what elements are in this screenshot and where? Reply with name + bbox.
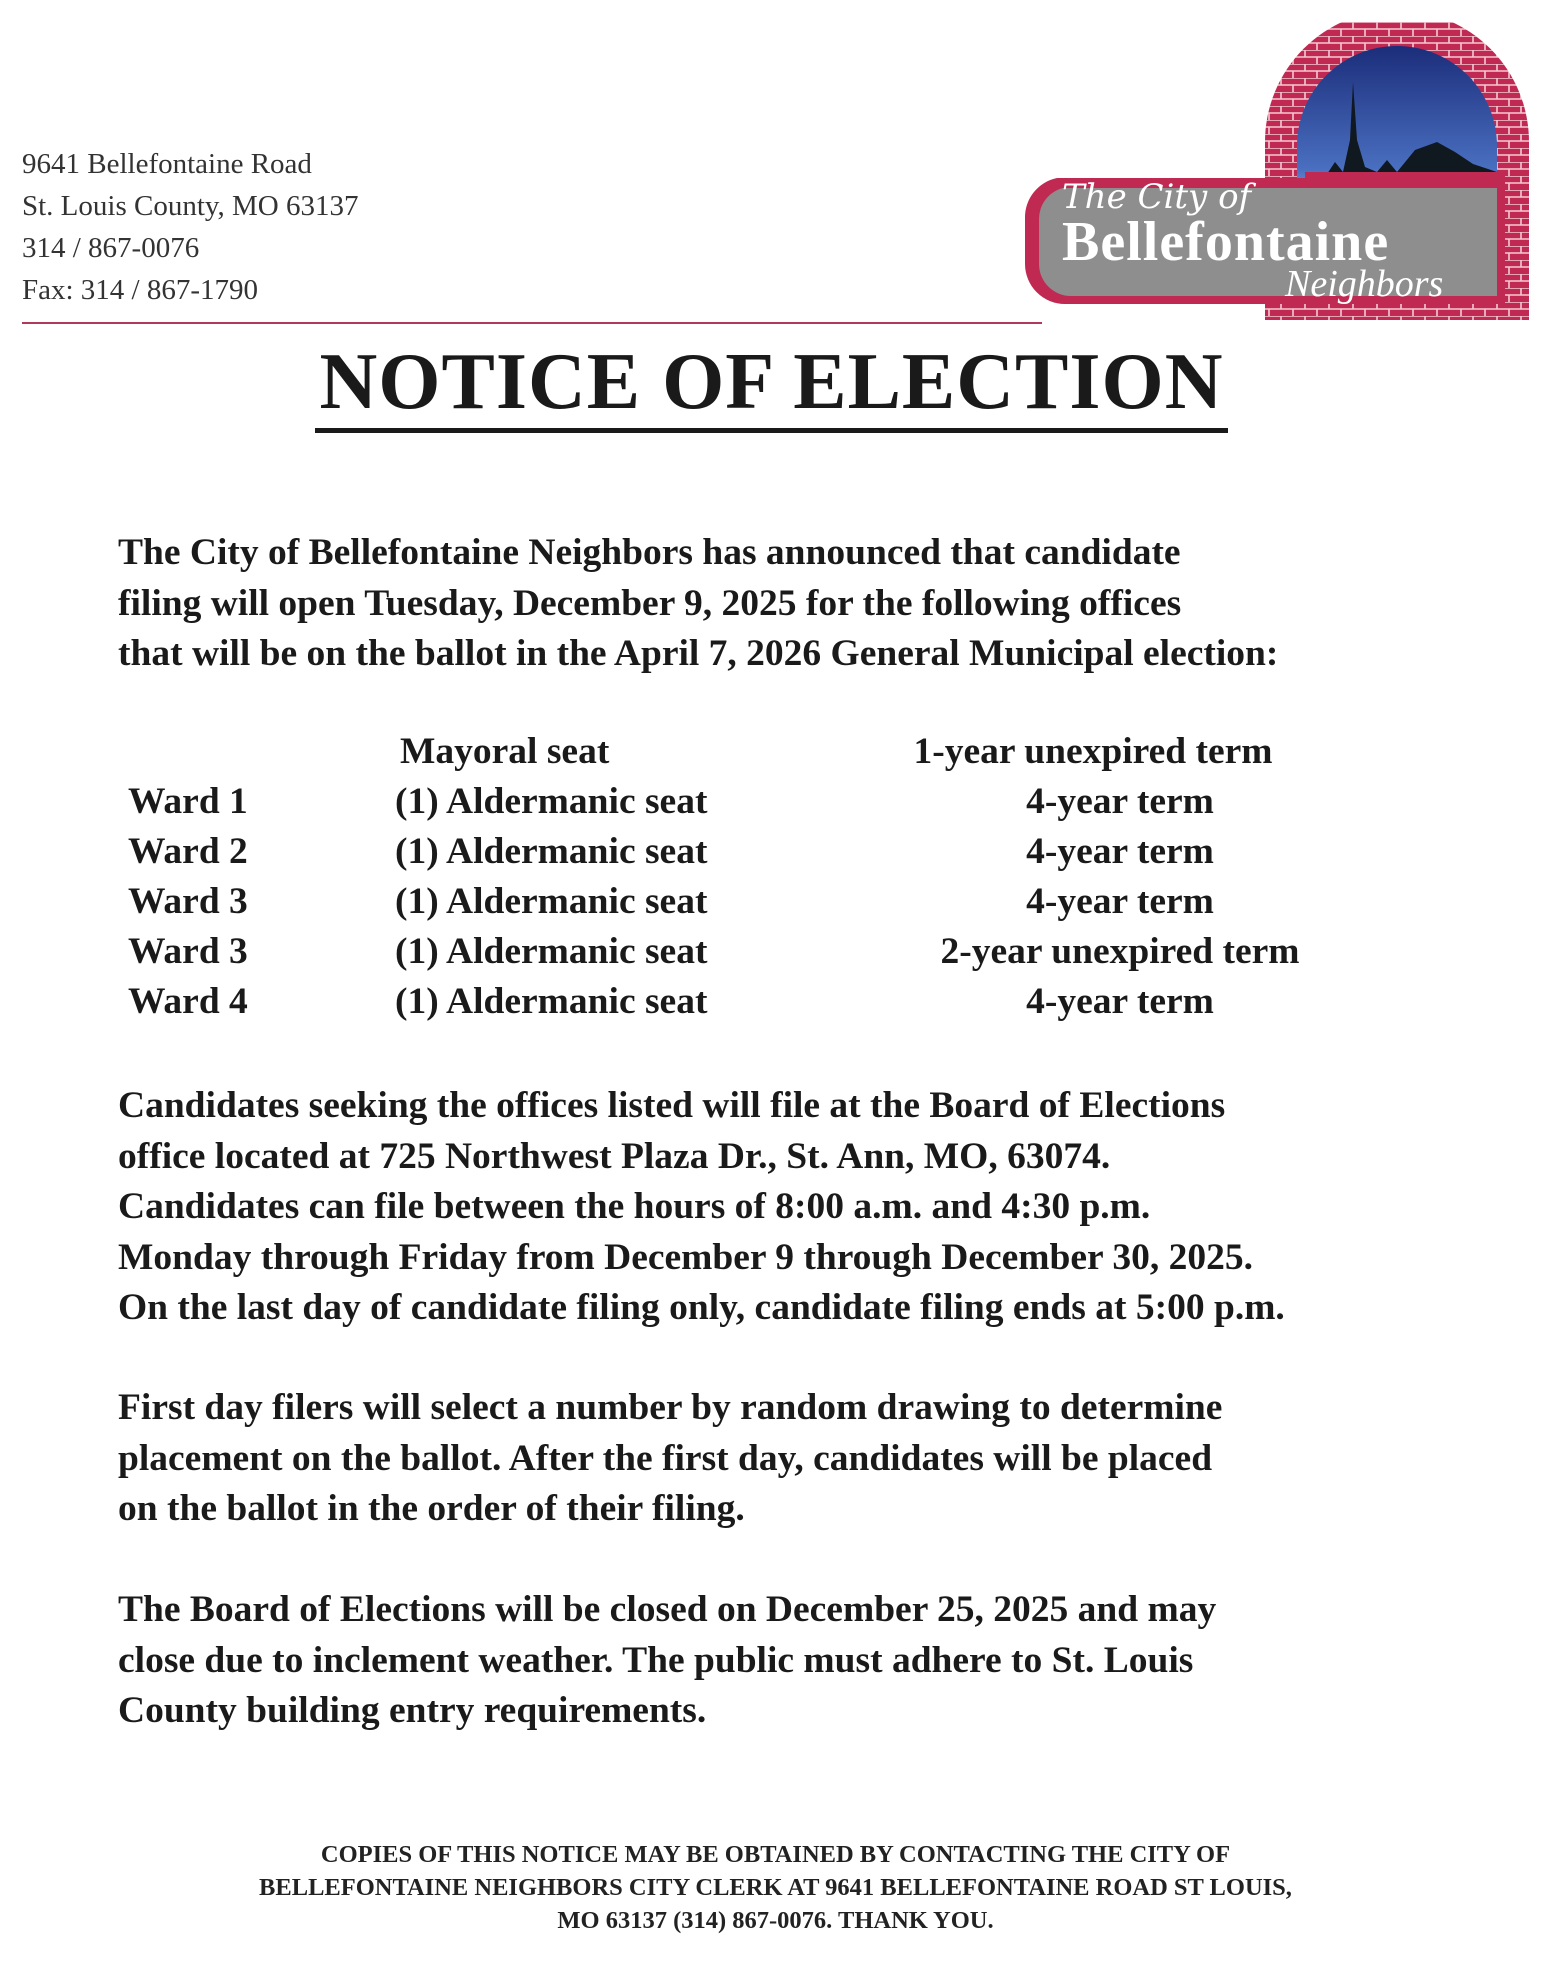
office-seat: (1) Aldermanic seat: [395, 781, 708, 822]
drawing-paragraph: [118, 1383, 1498, 1535]
office-term: 1-year unexpired term: [913, 731, 1273, 772]
footer-notice: [0, 1838, 1551, 1937]
footer-line: COPIES OF THIS NOTICE MAY BE OBTAINED BY CONTACTING THE CITY OF: [320, 1841, 1231, 1868]
filing-line: Monday through Friday from December 9 through December 30, 2025.: [118, 1236, 1253, 1278]
address-phone: 314 / 867-0076: [22, 232, 200, 264]
drawing-line: placement on the ballot. After the first day, candidates will be placed: [118, 1437, 1213, 1479]
closure-line: close due to inclement weather. The public must adhere to St. Louis: [118, 1639, 1194, 1681]
filing-line: office located at 725 Northwest Plaza Dr., St. Ann, MO, 63074.: [118, 1135, 1111, 1177]
intro-line: filing will open Tuesday, December 9, 2025 for the following offices: [118, 582, 1182, 624]
address-street: 9641 Bellefontaine Road: [22, 148, 312, 180]
footer-line: MO 63137 (314) 867-0076. THANK YOU.: [557, 1907, 994, 1934]
logo-text-bellefontaine: Bellefontaine: [1062, 211, 1390, 273]
office-seat: (1) Aldermanic seat: [395, 981, 708, 1022]
closure-line: The Board of Elections will be closed on December 25, 2025 and may: [118, 1589, 1217, 1630]
address-city: St. Louis County, MO 63137: [22, 190, 359, 222]
office-row: [0, 730, 1551, 780]
address-block: [22, 143, 359, 311]
header-divider: [22, 322, 1042, 324]
filing-paragraph: [118, 1081, 1498, 1334]
office-seat: (1) Aldermanic seat: [395, 881, 708, 922]
office-ward: Ward 2: [128, 831, 248, 872]
office-seat: Mayoral seat: [400, 731, 610, 772]
filing-line: Candidates seeking the offices listed will file at the Board of Elections: [118, 1085, 1226, 1126]
page-title-text: NOTICE OF ELECTION: [315, 338, 1227, 433]
office-ward: Ward 3: [128, 931, 248, 972]
office-row: [0, 780, 1551, 830]
drawing-line: on the ballot in the order of their filing.: [118, 1488, 745, 1529]
drawing-line: First day filers will select a number by random drawing to determine: [118, 1387, 1223, 1428]
filing-line: Candidates can file between the hours of 8:00 a.m. and 4:30 p.m.: [118, 1186, 1151, 1227]
office-term: 4-year term: [1026, 881, 1214, 922]
intro-line: The City of Bellefontaine Neighbors has announced that candidate: [118, 532, 1181, 573]
office-term: 2-year unexpired term: [940, 931, 1300, 972]
city-logo: [1005, 22, 1530, 322]
office-ward: Ward 4: [128, 981, 248, 1022]
office-row: [0, 830, 1551, 880]
closure-paragraph: [118, 1585, 1498, 1737]
address-fax: Fax: 314 / 867-1790: [22, 274, 259, 306]
footer-line: BELLEFONTAINE NEIGHBORS CITY CLERK AT 9641 BELLEFONTAINE ROAD ST LOUIS,: [259, 1874, 1292, 1901]
intro-paragraph: [118, 528, 1498, 680]
logo-text-the-city-of: The City of: [1062, 177, 1252, 217]
office-term: 4-year term: [1026, 781, 1214, 822]
page-title: [0, 338, 1551, 433]
office-seat: (1) Aldermanic seat: [395, 931, 708, 972]
intro-line: that will be on the ballot in the April 7, 2026 General Municipal election:: [118, 633, 1279, 674]
office-ward: Ward 1: [128, 781, 248, 822]
office-row: [0, 880, 1551, 930]
office-ward: Ward 3: [128, 881, 248, 922]
office-term: 4-year term: [1026, 981, 1214, 1022]
office-row: [0, 930, 1551, 980]
logo-text-neighbors: Neighbors: [1285, 263, 1444, 305]
office-row: [0, 980, 1551, 1030]
closure-line: County building entry requirements.: [118, 1690, 707, 1731]
office-seat: (1) Aldermanic seat: [395, 831, 708, 872]
office-term: 4-year term: [1026, 831, 1214, 872]
filing-line: On the last day of candidate filing only, candidate filing ends at 5:00 p.m.: [118, 1287, 1285, 1328]
